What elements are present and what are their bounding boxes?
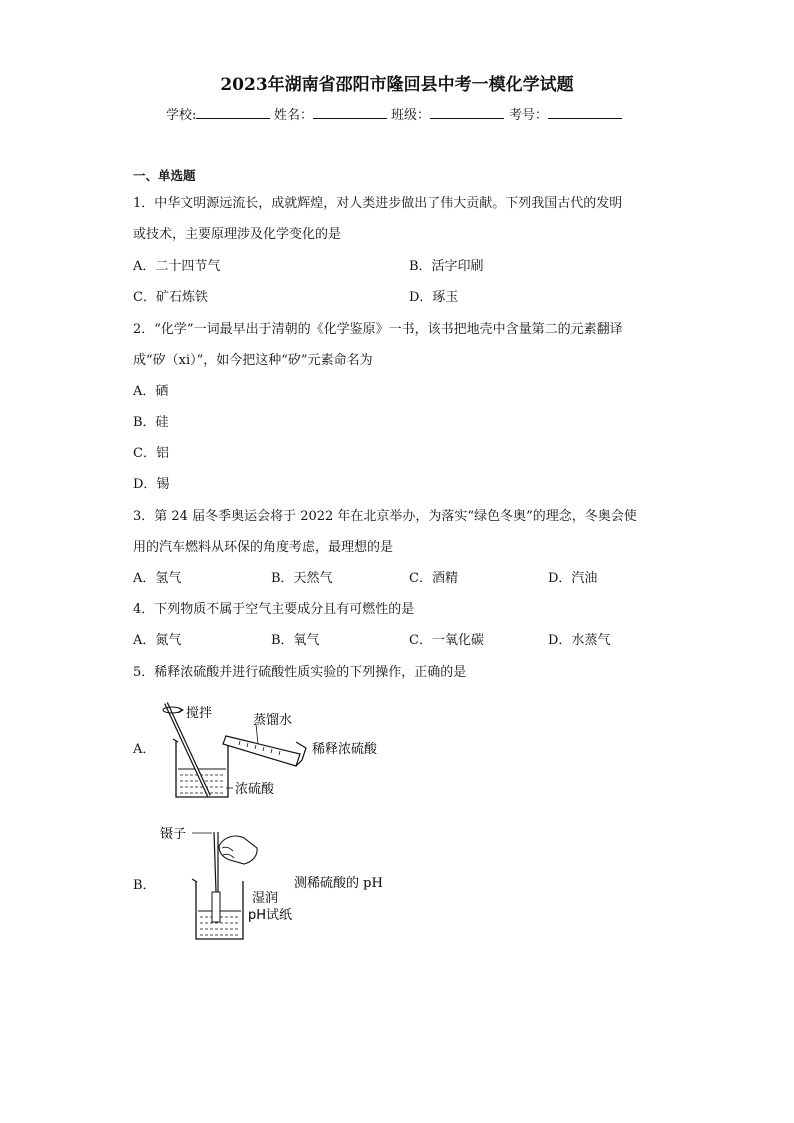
section-heading: 一、单选题 [133, 168, 196, 183]
q1-stem-line2: 或技术，主要原理涉及化学变化的是 [133, 227, 342, 242]
exam-number-field [509, 104, 622, 123]
hand-icon [219, 836, 257, 864]
q5-option-a-letter: A． [133, 742, 156, 757]
q5-option-b-letter: B． [133, 878, 156, 893]
school-blank [196, 106, 270, 119]
tweezers-label: 镊子 [160, 827, 187, 842]
q4-option-a: A．氮气 [133, 633, 182, 648]
stir-label: 搅拌 [186, 706, 213, 721]
school-label: 学校: [166, 108, 197, 123]
dilute-caption: 稀释浓硫酸 [312, 742, 378, 757]
q4-option-b: B．氧气 [271, 633, 320, 648]
beaker-icon [173, 739, 228, 797]
q2-stem-line2: 成“矽（xi）”，如今把这种“矽”元素命名为 [133, 353, 373, 368]
page-title: 2023年湖南省邵阳市隆回县中考一模化学试题 [220, 75, 574, 95]
q3-stem-line2: 用的汽车燃料从环保的角度考虑，最理想的是 [133, 540, 394, 555]
q3-option-c: C．酒精 [409, 571, 458, 586]
q3-option-d: D．汽油 [548, 571, 598, 586]
q4-option-d: D．水蒸气 [548, 633, 611, 648]
exam-number-blank [548, 106, 622, 119]
q2-option-d: D．锡 [133, 477, 170, 492]
q5-stem: 5．稀释浓硫酸并进行硫酸性质实验的下列操作，正确的是 [133, 665, 467, 680]
q1-option-d: D．琢玉 [409, 290, 459, 305]
distilled-water-label: 蒸馏水 [253, 713, 293, 728]
exam-number-label: 考号： [509, 108, 549, 123]
wet-label: 湿润 [252, 891, 279, 906]
name-field [274, 104, 387, 123]
school-field [166, 104, 270, 123]
class-label: 班级： [391, 108, 431, 123]
q4-option-c: C．一氧化碳 [409, 633, 484, 648]
q3-option-b: B．天然气 [271, 571, 333, 586]
name-label: 姓名： [274, 108, 314, 123]
class-blank [430, 106, 504, 119]
q2-option-b: B．硅 [133, 415, 169, 430]
q3-option-a: A．氢气 [133, 571, 182, 586]
q2-option-a: A．硒 [133, 384, 169, 399]
q2-stem-line1: 2．“化学”一词最早出于清朝的《化学鉴原》一书，该书把地壳中含量第二的元素翻译 [133, 322, 623, 337]
name-blank [313, 106, 387, 119]
ph-test-figure [158, 825, 398, 945]
class-field [391, 104, 504, 123]
q4-stem: 4．下列物质不属于空气主要成分且有可燃性的是 [133, 602, 415, 617]
dilution-figure [158, 694, 398, 804]
q1-option-a: A．二十四节气 [133, 259, 221, 274]
q3-stem-line1: 3．第 24 届冬季奥运会将于 2022 年在北京举办，为落实“绿色冬奥”的理念，冬奥会使 [133, 509, 637, 524]
conc-acid-label: 浓硫酸 [235, 782, 275, 797]
q1-stem-line1: 1．中华文明源远流长，成就辉煌，对人类进步做出了伟大贡献。下列我国古代的发明 [133, 196, 623, 211]
ph-test-caption: 测稀硫酸的 pH [294, 876, 383, 891]
q2-option-c: C．铝 [133, 446, 169, 461]
graduated-cylinder-icon [223, 724, 306, 766]
ph-paper-label: pH试纸 [248, 908, 293, 923]
q1-option-b: B．活字印刷 [409, 259, 484, 274]
q1-option-c: C．矿石炼铁 [133, 290, 208, 305]
